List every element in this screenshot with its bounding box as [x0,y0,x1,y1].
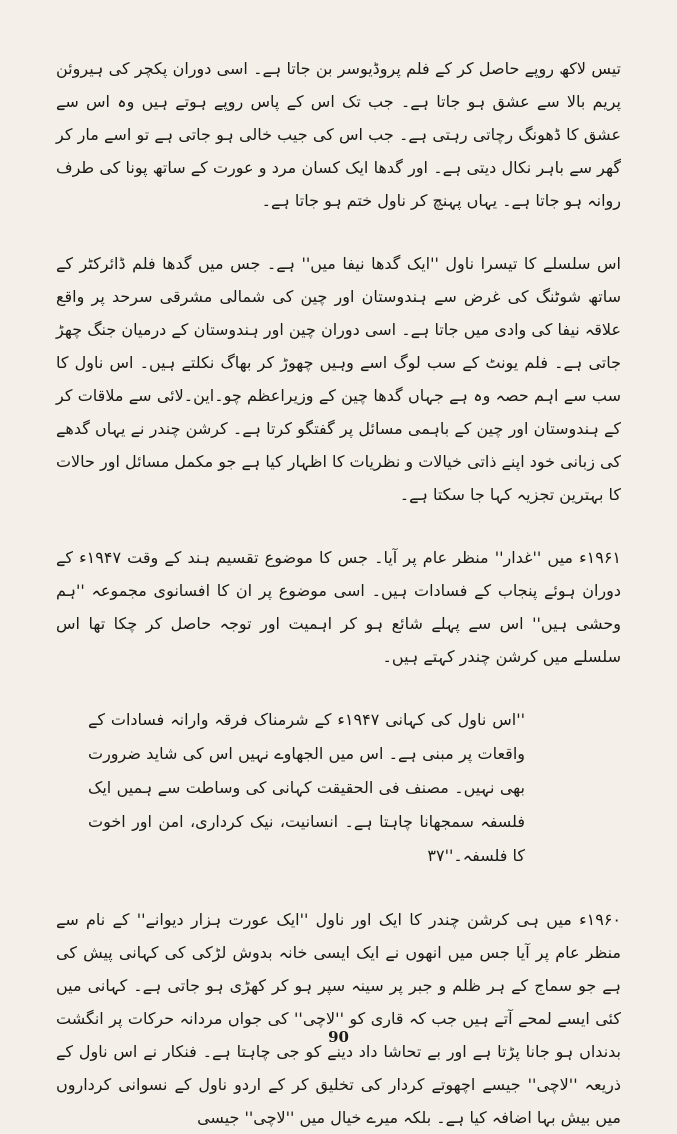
paragraph-2: اس سلسلے کا تیسرا ناول ''ایک گدھا نیفا میں'' ہے۔ جس میں گدھا فلم ڈائرکٹر کے ساتھ شوٹنگ کی غرض سے ہندوستان اور چین کی شمالی مشرقی سرحد پر واقع علاقہ نیفا کی وادی میں جاتا ہے۔ اسی دوران چین اور ہندوستان کے درمیان جنگ چھڑ جاتی ہے۔ فلم یونٹ کے سب لوگ اسے وہیں چھوڑ کر بھاگ نکلتے ہیں۔ اس ناول کا سب سے اہم حصہ وہ ہے جہاں گدھا چین کے وزیراعظم چو۔این۔لائی سے ملاقات کر کے ہندوستان اور چین کے باہمی مسائل پر گفتگو کرتا ہے۔ کرشن چندر نے یہاں گدھے کی زبانی خود اپنے ذاتی خیالات و نظریات کا اظہار کیا ہے جو مکمل مسائل اور حالات کا بہترین تجزیہ کہا جا سکتا ہے۔ [55,254,622,504]
page-number: 90 [328,1028,349,1046]
paragraph-3: ۱۹۶۱ء میں ''غدار'' منظر عام پر آیا۔ جس کا موضوع تقسیم ہند کے وقت ۱۹۴۷ء کے دوران ہوئے پنجاب کے فسادات ہیں۔ اسی موضوع پر ان کا افسانوی مجموعہ ''ہم وحشی ہیں'' اس سے پہلے شائع ہو کر اہمیت اور توجہ حاصل کر چکا تھا اس سلسلے میں کرشن چندر کہتے ہیں۔ [56,548,621,666]
page-body [56,52,621,1134]
paragraph-4: ۱۹۶۰ء میں ہی کرشن چندر کا ایک اور ناول ''ایک عورت ہزار دیوانے'' کے نام سے منظر عام پر آیا جس میں انھوں نے ایک ایسی خانہ بدوش لڑکی کی کہانی پیش کی ہے جو سماج کے ہر ظلم و جبر پر سینہ سپر ہو کر کھڑی ہو جاتی ہے۔ کہانی میں کئی ایسے لمحے آتے ہیں جب کہ قاری کو ''لاچی'' کی جواں مردانہ حرکات پر انگشت بدنداں ہو جانا پڑتا ہے اور بے تحاشا داد دینے کو جی چاہتا ہے۔ فنکار نے اس ناول کے ذریعہ ''لاچی'' جیسے اچھوتے کردار کی تخلیق کر کے اردو ناول کے نسوانی کرداروں میں بیش بہا اضافہ کیا ہے۔ بلکہ میرے خیال میں ''لاچی'' جیسی [56,910,621,1127]
paragraph-1: تیس لاکھ روپے حاصل کر کے فلم پروڈیوسر بن جاتا ہے۔ اسی دوران پکچر کی ہیروئن پریم بالا سے عشق ہو جاتا ہے۔ جب تک اس کے پاس روپے ہوتے ہیں وہ اس سے عشق کا ڈھونگ رچاتی رہتی ہے۔ جب اس کی جیب خالی ہو جاتی ہے تو اسے مار کر گھر سے باہر نکال دیتی ہے۔ اور گدھا ایک کسان مرد و عورت کے ساتھ پونا کی طرف روانہ ہو جاتا ہے۔ یہاں پہنچ کر ناول ختم ہو جاتا ہے۔ [56,59,621,210]
block-quote: ''اس ناول کی کہانی ۱۹۴۷ء کے شرمناک فرقہ وارانہ فسادات کے واقعات پر مبنی ہے۔ اس میں الجھاوے نہیں اس کی شاید ضرورت بھی نہیں۔ مصنف فی الحقیقت کہانی کی وساطت سے ہمیں ایک فلسفہ سمجھانا چاہتا ہے۔ انسانیت، نیک کرداری، امن اور اخوت کا فلسفہ۔''۳۷ [88,710,526,865]
